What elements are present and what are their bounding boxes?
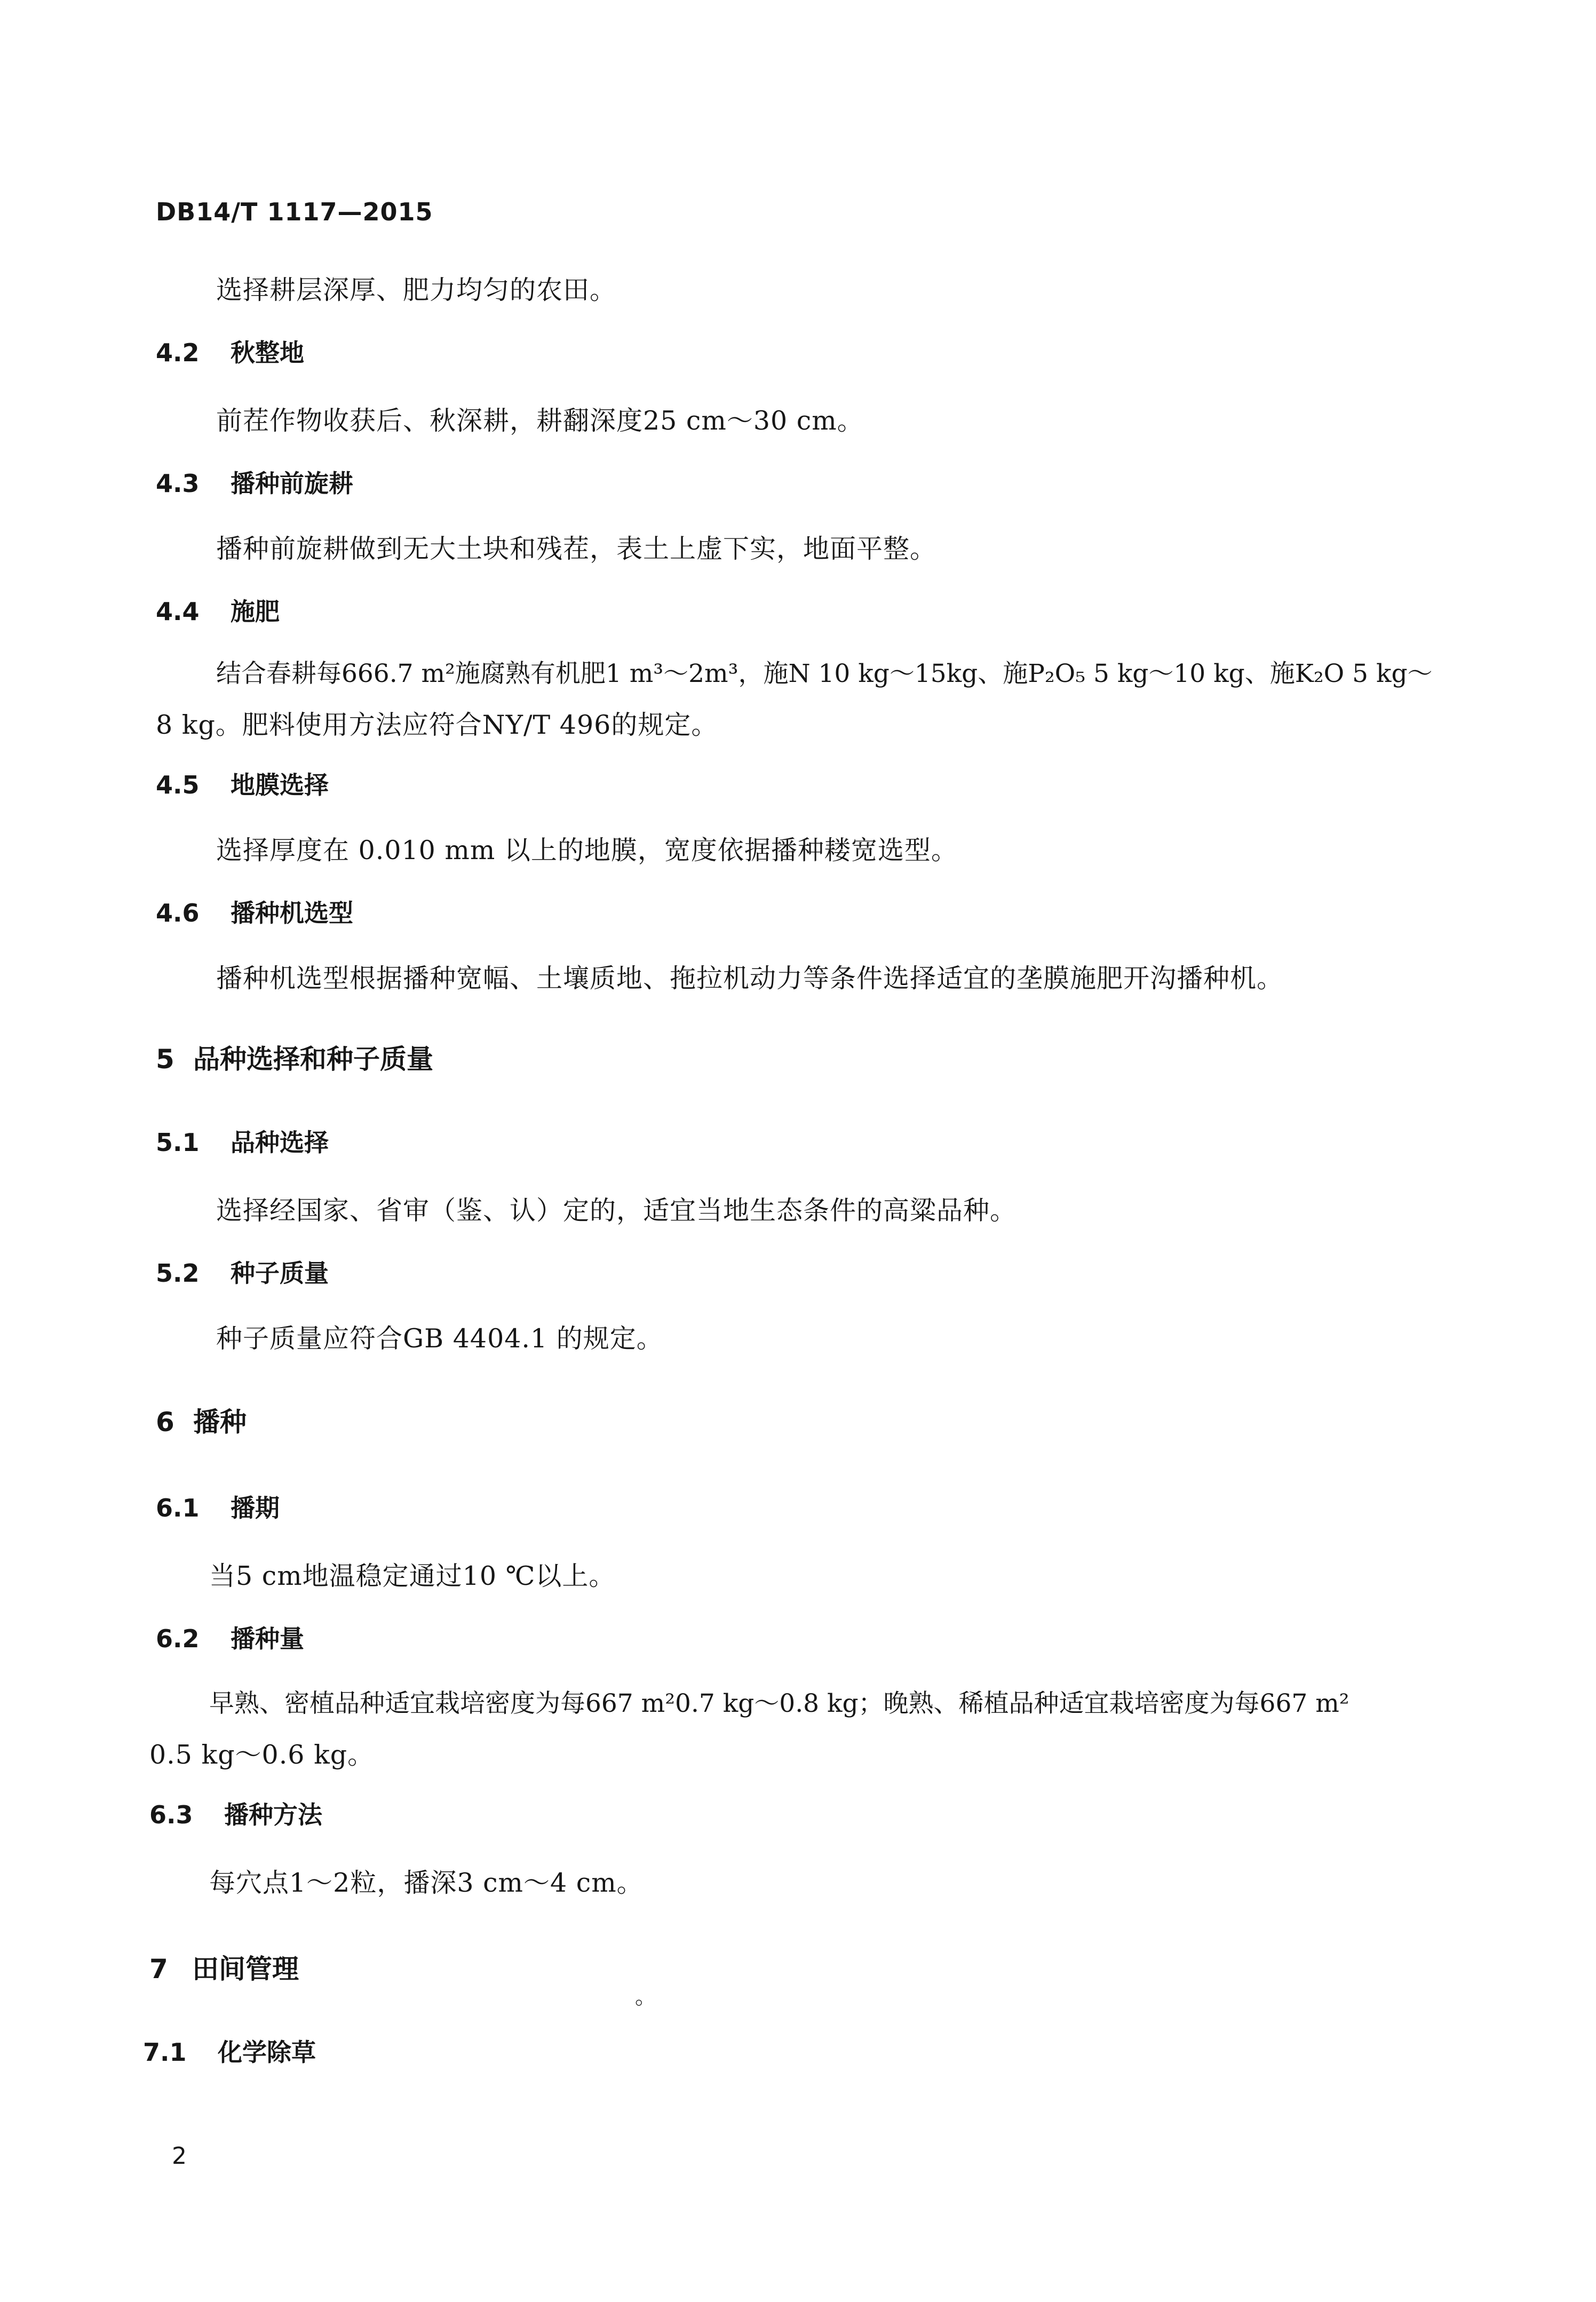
paragraph-4-6: 播种机选型根据播种宽幅、土壤质地、拖拉机动力等条件选择适宜的垄膜施肥开沟播种机。 [216, 963, 1284, 994]
heading-title: 地膜选择 [231, 771, 329, 799]
paragraph-4-2: 前茬作物收获后、秋深耕，耕翻深度25 cm～30 cm。 [216, 406, 864, 436]
heading-5 [156, 1038, 433, 1076]
paragraph-6-2-line-2: 0.5 kg～0.6 kg。 [149, 1740, 375, 1770]
heading-4-2 [156, 334, 304, 369]
page-number: 2 [172, 2142, 187, 2170]
heading-4-3 [156, 464, 353, 499]
heading-title: 播种方法 [224, 1800, 322, 1829]
heading-title: 施肥 [231, 597, 280, 626]
stray-mark: 。 [635, 1985, 656, 2009]
paragraph-5-2: 种子质量应符合GB 4404.1 的规定。 [216, 1323, 663, 1354]
heading-number: 7.1 [143, 2038, 187, 2067]
paragraph-4-4-line-1: 结合春耕每666.7 m²施腐熟有机肥1 m³～2m³，施N 10 kg～15kg、施P₂O₅ 5 kg～10 kg、施K₂O 5 kg～ [216, 659, 1433, 688]
heading-5-2 [156, 1254, 329, 1289]
heading-number: 4.3 [156, 469, 200, 498]
paragraph-6-3: 每穴点1～2粒，播深3 cm～4 cm。 [209, 1868, 644, 1898]
paragraph-4-4-line-2: 8 kg。肥料使用方法应符合NY/T 496的规定。 [156, 710, 718, 740]
standard-code: DB14/T 1117—2015 [156, 197, 433, 226]
heading-6 [156, 1401, 247, 1439]
paragraph-4-5: 选择厚度在 0.010 mm 以上的地膜，宽度依据播种耧宽选型。 [216, 835, 958, 866]
heading-4-5 [156, 766, 329, 801]
heading-number: 6 [156, 1407, 174, 1438]
heading-title: 秋整地 [231, 338, 304, 367]
paragraph-4-1: 选择耕层深厚、肥力均匀的农田。 [216, 275, 617, 305]
heading-title: 播种机选型 [231, 899, 353, 927]
heading-number: 5.1 [156, 1128, 200, 1157]
heading-7-1 [143, 2033, 316, 2068]
heading-number: 4.4 [156, 597, 200, 626]
heading-number: 4.2 [156, 338, 200, 367]
heading-6-2 [156, 1620, 304, 1655]
heading-number: 4.6 [156, 899, 200, 927]
heading-4-4 [156, 592, 280, 628]
paragraph-6-2-line-1: 早熟、密植品种适宜栽培密度为每667 m²0.7 kg～0.8 kg；晚熟、稀植品种适宜栽培密度为每667 m² [209, 1689, 1349, 1718]
heading-number: 5.2 [156, 1259, 200, 1288]
heading-5-1 [156, 1123, 329, 1158]
heading-7 [149, 1948, 299, 1986]
heading-number: 4.5 [156, 771, 200, 799]
paragraph-4-3: 播种前旋耕做到无大土块和残茬，表土上虚下实，地面平整。 [216, 534, 937, 564]
heading-title: 品种选择和种子质量 [193, 1044, 433, 1075]
heading-title: 化学除草 [218, 2038, 316, 2067]
paragraph-5-1: 选择经国家、省审（鉴、认）定的，适宜当地生态条件的高粱品种。 [216, 1195, 1017, 1226]
heading-number: 7 [149, 1954, 168, 1985]
heading-number: 6.3 [149, 1800, 193, 1829]
paragraph-6-1: 当5 cm地温稳定通过10 ℃以上。 [209, 1561, 616, 1591]
heading-title: 品种选择 [231, 1128, 329, 1157]
heading-title: 播种量 [231, 1624, 304, 1653]
heading-title: 种子质量 [231, 1259, 329, 1288]
heading-6-3 [149, 1796, 322, 1831]
heading-title: 播种 [193, 1407, 247, 1438]
heading-title: 田间管理 [192, 1954, 299, 1985]
heading-number: 6.1 [156, 1494, 200, 1522]
heading-number: 6.2 [156, 1624, 200, 1653]
heading-6-1 [156, 1489, 280, 1524]
heading-title: 播种前旋耕 [231, 469, 353, 498]
heading-4-6 [156, 894, 353, 929]
heading-number: 5 [156, 1044, 174, 1075]
heading-title: 播期 [231, 1494, 280, 1522]
